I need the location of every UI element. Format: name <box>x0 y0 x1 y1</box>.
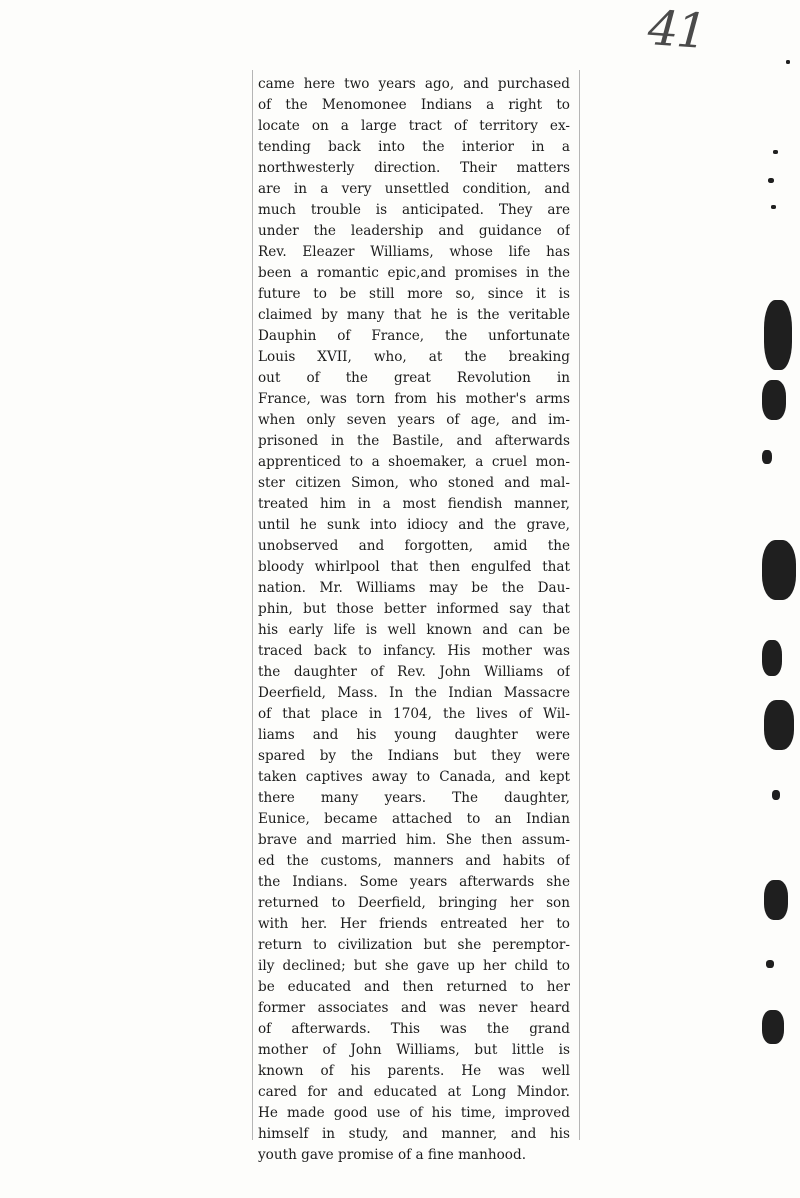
clipping-left-edge <box>252 70 253 1140</box>
article-line: apprenticed to a shoemaker, a cruel mon- <box>258 454 570 470</box>
article-line: liams and his young daughter were <box>258 727 570 743</box>
article-line: himself in study, and manner, and his <box>258 1126 570 1142</box>
article-line: cared for and educated at Long Mindor. <box>258 1084 570 1100</box>
clipping-right-edge <box>579 70 580 1140</box>
article-line: ily declined; but she gave up her child to <box>258 958 570 974</box>
article-line: Deerfield, Mass. In the Indian Massacre <box>258 685 570 701</box>
article-line: of the Menomonee Indians a right to <box>258 97 570 113</box>
article-line: known of his parents. He was well <box>258 1063 570 1079</box>
article-line: bloody whirlpool that then engulfed that <box>258 559 570 575</box>
article-line: the Indians. Some years afterwards she <box>258 874 570 890</box>
scan-edge-mark <box>772 790 780 800</box>
article-line: youth gave promise of a fine manhood. <box>258 1147 527 1163</box>
article-line: claimed by many that he is the veritable <box>258 307 570 323</box>
scan-edge-mark <box>762 1010 784 1044</box>
article-line: with her. Her friends entreated her to <box>258 916 570 932</box>
scan-edge-mark <box>762 450 772 464</box>
scan-edge-mark <box>764 880 788 920</box>
scan-edge-mark <box>762 640 782 676</box>
article-line: ed the customs, manners and habits of <box>258 853 570 869</box>
scan-edge-mark <box>762 380 786 420</box>
article-line: under the leadership and guidance of <box>258 223 570 239</box>
article-line: until he sunk into idiocy and the grave, <box>258 517 570 533</box>
article-line: there many years. The daughter, <box>258 790 570 806</box>
scan-edge-mark <box>771 205 776 209</box>
article-line: former associates and was never heard <box>258 1000 570 1016</box>
scan-edge-mark <box>764 300 792 370</box>
scan-edge-mark <box>786 60 790 64</box>
article-line: returned to Deerfield, bringing her son <box>258 895 570 911</box>
scan-edge-mark <box>773 150 778 154</box>
page-number: 41 <box>646 0 707 60</box>
article-line: came here two years ago, and purchased <box>258 76 570 92</box>
scan-edge-mark <box>768 178 774 183</box>
article-line: northwesterly direction. Their matters <box>258 160 570 176</box>
article-line: nation. Mr. Williams may be the Dau- <box>258 580 570 596</box>
article-line: traced back to infancy. His mother was <box>258 643 570 659</box>
article-line: ster citizen Simon, who stoned and mal- <box>258 475 570 491</box>
article-line: be educated and then returned to her <box>258 979 570 995</box>
article-text <box>258 74 570 1166</box>
scan-edge-mark <box>764 700 794 750</box>
article-line: locate on a large tract of territory ex- <box>258 118 570 134</box>
article-line: are in a very unsettled condition, and <box>258 181 570 197</box>
article-line: mother of John Williams, but little is <box>258 1042 570 1058</box>
scan-edge-mark <box>766 960 774 968</box>
article-line: taken captives away to Canada, and kept <box>258 769 570 785</box>
scan-edge-mark <box>762 540 796 600</box>
article-line: been a romantic epic,and promises in the <box>258 265 570 281</box>
article-line: Louis XVII, who, at the breaking <box>258 349 570 365</box>
article-line: much trouble is anticipated. They are <box>258 202 570 218</box>
article-line: Rev. Eleazer Williams, whose life has <box>258 244 570 260</box>
article-line: spared by the Indians but they were <box>258 748 570 764</box>
article-line: treated him in a most fiendish manner, <box>258 496 570 512</box>
article-line: of that place in 1704, the lives of Wil- <box>258 706 570 722</box>
right-margin-scan-marks <box>760 0 800 1198</box>
article-line: unobserved and forgotten, amid the <box>258 538 570 554</box>
article-line: the daughter of Rev. John Williams of <box>258 664 570 680</box>
article-line: tending back into the interior in a <box>258 139 570 155</box>
article-line: his early life is well known and can be <box>258 622 570 638</box>
article-line: Dauphin of France, the unfortunate <box>258 328 570 344</box>
article-line: future to be still more so, since it is <box>258 286 570 302</box>
article-line: Eunice, became attached to an Indian <box>258 811 570 827</box>
article-line: brave and married him. She then assum- <box>258 832 570 848</box>
article-line: when only seven years of age, and im- <box>258 412 570 428</box>
article-line: out of the great Revolution in <box>258 370 570 386</box>
article-line: phin, but those better informed say that <box>258 601 570 617</box>
article-line: He made good use of his time, improved <box>258 1105 570 1121</box>
article-line: of afterwards. This was the grand <box>258 1021 570 1037</box>
article-line: return to civilization but she peremptor- <box>258 937 570 953</box>
article-line: prisoned in the Bastile, and afterwards <box>258 433 570 449</box>
article-line: France, was torn from his mother's arms <box>258 391 570 407</box>
newspaper-clipping <box>254 70 574 1163</box>
